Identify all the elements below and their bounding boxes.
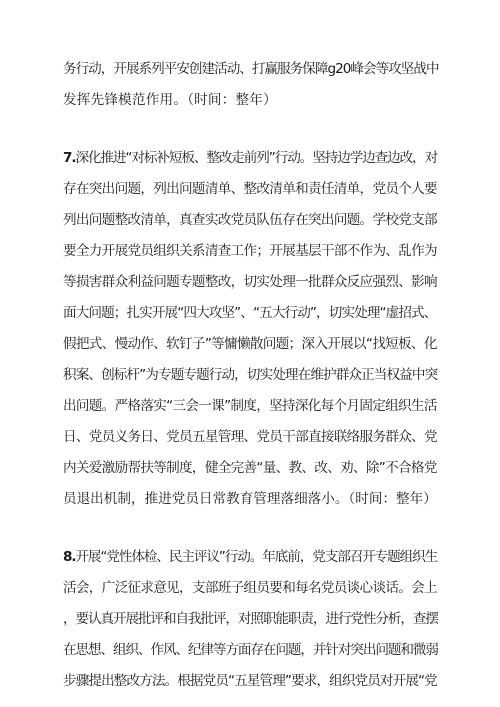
paragraph-7-line-4: 等损害群众利益问题专题整改，切实处理一批群众反应强烈、影响 [63,274,437,290]
paragraph-7-line-6: 假把式、慢动作、软钉子”等慵懒散问题；深入开展以“找短板、化 [63,336,437,352]
paragraph-8-line-3: 在思想、组织、作风、纪律等方面存在问题，并针对突出问题和微弱 [63,642,438,658]
item-number-7: 7. [63,150,76,166]
item-number-8: 8. [63,549,76,565]
paragraph-0-line-1: 发挥先锋模范作用。（时间：整年） [63,92,277,108]
paragraph-7-line-7: 积案、创标杆”为专题专题行动，切实处理在维护群众正当权益中突 [63,367,438,383]
paragraph-8-line-4: 步骤提出整改方法。根据党员“五星管理”要求，组织党员对开展“党 [63,673,437,689]
paragraph-8-first-line-text: 开展“党性体检、民主评议”行动。年底前，党支部召开专题组织生 [75,549,438,565]
paragraph-7-line-2: 列出问题整改清单，真查实改党员队伍存在突出问题。学校党支部 [63,212,437,228]
paragraph-0-line-0: 务行动，开展系列平安创建活动、打赢服务保障g20峰会等攻坚战中 [63,61,439,77]
paragraph-7-line-5: 面大问题；扎实开展“四大攻坚”、“五大行动”，切实处理“虚招式、 [63,305,437,321]
paragraph-7-line-9: 日、党员义务日、党员五星管理、党员干部直接联络服务群众、党 [63,429,437,445]
paragraph-8-line-2: ，要认真开展批评和自我批评，对照职能职责，进行党性分析，查摆 [63,611,438,627]
paragraph-7-first-line-text: 深化推进“对标补短板、整改走前列”行动。坚持边学边查边改，对 [75,150,438,166]
paragraph-7-line-1: 存在突出问题，列出问题清单、整改清单和责任清单，党员个人要 [63,181,437,197]
paragraph-7-line-3: 要全力开展党员组织关系清查工作；开展基层干部不作为、乱作为 [63,243,437,259]
paragraph-7-line-0 [63,148,437,168]
paragraph-7-line-10: 内关爱激励帮扶等制度，健全完善“量、教、改、劝、除”不合格党 [63,460,437,476]
paragraph-7-line-8: 出问题。严格落实“三会一课”制度，坚持深化每个月固定组织生活 [63,398,437,414]
paragraph-8-line-0 [63,547,437,567]
paragraph-7-line-11: 员退出机制，推进党员日常教育管理落细落小。（时间：整年） [63,491,437,507]
paragraph-8-line-1: 活会，广泛征求意见，支部班子组员要和每名党员谈心谈话。会上 [63,580,437,596]
